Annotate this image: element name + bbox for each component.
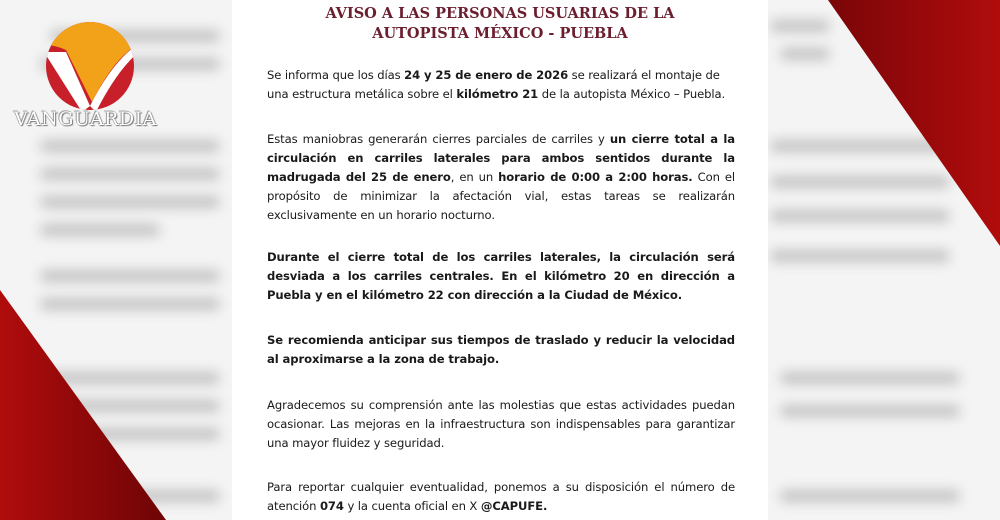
text-segment: y la cuenta oficial en X bbox=[343, 499, 481, 513]
paragraph-dates bbox=[267, 66, 735, 104]
paragraph-closures bbox=[267, 130, 735, 225]
bold-text-segment: Durante el cierre total de los carriles laterales, la circulación será desviada a los carriles centrales. En el kilómetro 20 en dirección a Puebla y en el kilómetro 22 con dirección a la Ciudad de México. bbox=[267, 250, 735, 302]
bold-text-segment: horario de 0:00 a 2:00 horas. bbox=[498, 170, 693, 184]
paragraph-detour bbox=[267, 248, 735, 305]
red-corner-triangle-top-right bbox=[828, 0, 1000, 246]
text-segment: Se informa que los días bbox=[267, 68, 405, 82]
text-segment: Agradecemos su comprensión ante las molestias que estas actividades puedan ocasionar. Las mejoras en la infraestructura son indispensables para garantizar una mayor fluidez y seguridad. bbox=[267, 398, 735, 450]
text-segment: , en un bbox=[450, 170, 499, 184]
paragraph-recommendation bbox=[267, 331, 735, 369]
text-segment: se realizará el montaje de una estructura metálica sobre el bbox=[267, 68, 720, 101]
text-segment: Para reportar cualquier eventualidad, ponemos a su disposición el número de atención bbox=[267, 480, 735, 513]
paragraph-thanks bbox=[267, 396, 735, 453]
text-segment: Estas maniobras generarán cierres parciales de carriles y bbox=[267, 132, 610, 146]
bold-text-segment: @CAPUFE. bbox=[480, 499, 548, 513]
vanguardia-v-circle-icon bbox=[14, 14, 174, 114]
bold-text-segment: Se recomienda anticipar sus tiempos de traslado y reducir la velocidad al aproximarse a la zona de trabajo. bbox=[267, 333, 735, 366]
notice-title-line-2: AUTOPISTA MÉXICO - PUEBLA bbox=[372, 25, 628, 42]
notice-title-line-1: AVISO A LAS PERSONAS USUARIAS DE LA bbox=[325, 5, 675, 22]
vanguardia-wordmark: VANGUARDIA bbox=[14, 108, 157, 130]
notice-document bbox=[232, 0, 768, 520]
bold-text-segment: kilómetro 21 bbox=[456, 87, 539, 101]
notice-title bbox=[232, 4, 768, 44]
bold-text-segment: 24 y 25 de enero de 2026 bbox=[404, 68, 569, 82]
paragraph-contact bbox=[267, 478, 735, 516]
text-segment: Con el propósito de minimizar la afectación vial, estas tareas se realizarán exclusivamente en un horario nocturno. bbox=[267, 170, 735, 222]
bold-text-segment: un cierre total a la circulación en carriles laterales para ambos sentidos durante la madrugada del 25 de enero bbox=[267, 132, 735, 184]
text-segment: de la autopista México – Puebla. bbox=[538, 87, 726, 101]
bold-text-segment: 074 bbox=[319, 499, 344, 513]
red-corner-triangle-bottom-left bbox=[0, 290, 166, 520]
